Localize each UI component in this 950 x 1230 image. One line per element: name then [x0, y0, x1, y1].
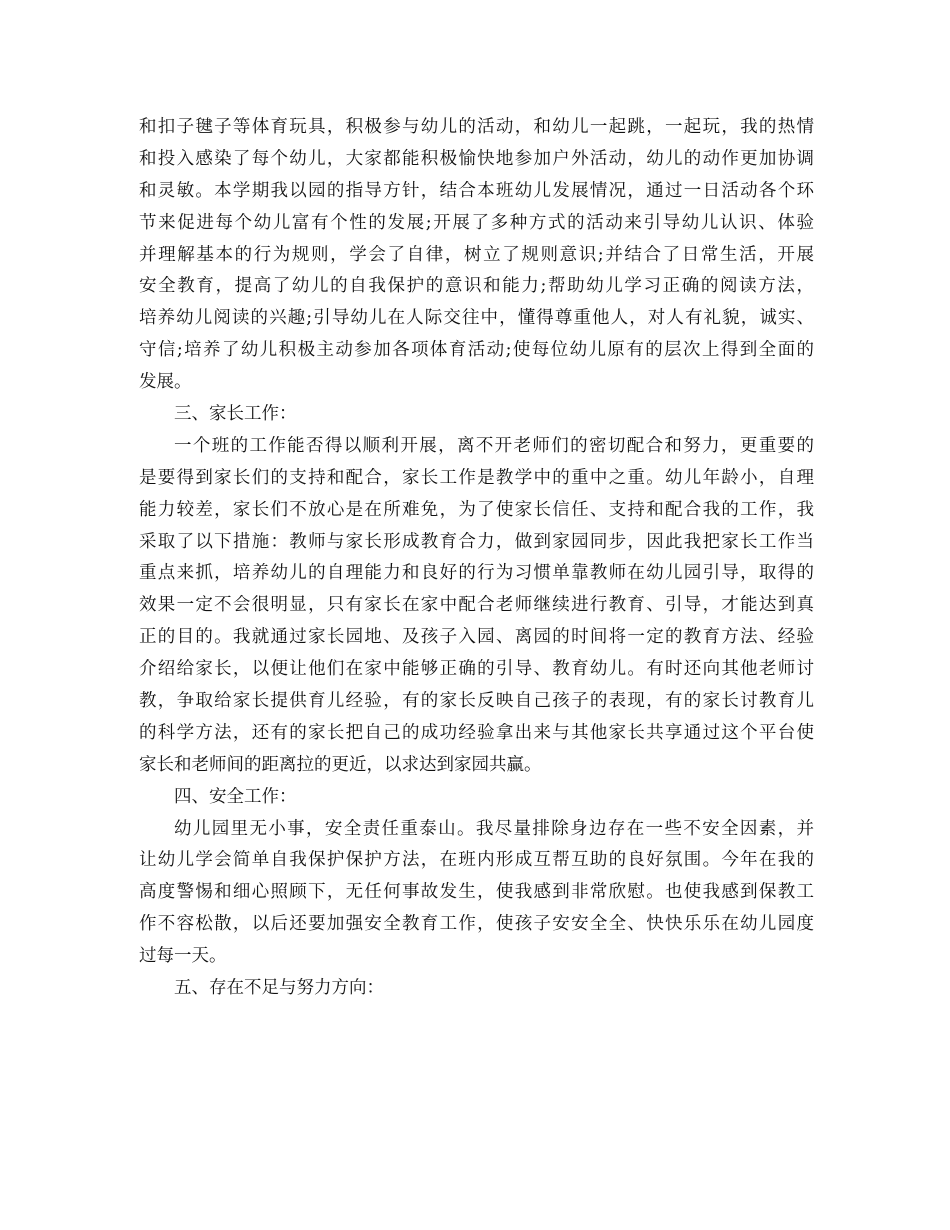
text-line: 一个班的工作能否得以顺利开展，离不开老师们的密切配合和努力，更重要的 [174, 435, 814, 456]
text-line: 和扣子毽子等体育玩具，积极参与幼儿的活动，和幼儿一起跳，一起玩，我的热情 [139, 117, 814, 137]
text-line: 介绍给家长，以便让他们在家中能够正确的引导、教育幼儿。有时还向其他老师讨 [139, 659, 814, 680]
section-heading-shortcomings: 五、存在不足与努力方向： [174, 978, 384, 999]
text-line: 和投入感染了每个幼儿，大家都能积极愉快地参加户外活动，幼儿的动作更加协调 [139, 148, 814, 169]
text-line: 安全教育，提高了幼儿的自我保护的意识和能力;帮助幼儿学习正确的阅读方法， [139, 276, 814, 297]
text-line: 采取了以下措施：教师与家长形成教育合力，做到家园同步，因此我把家长工作当 [139, 531, 814, 552]
text-line: 让幼儿学会简单自我保护保护方法，在班内形成互帮互助的良好氛围。今年在我的 [139, 850, 814, 871]
text-line: 过每一天。 [139, 946, 227, 967]
paragraph-safety-work [139, 814, 814, 973]
section-heading-safety-work: 四、安全工作： [174, 786, 297, 807]
text-line: 作不容松散，以后还要加强安全教育工作，使孩子安安全全、快快乐乐在幼儿园度 [139, 914, 814, 935]
text-line: 重点来抓，培养幼儿的自理能力和良好的行为习惯单靠教师在幼儿园引导，取得的 [139, 563, 814, 584]
text-line: 效果一定不会很明显，只有家长在家中配合老师继续进行教育、引导，才能达到真 [139, 595, 814, 616]
text-line: 教，争取给家长提供育儿经验，有的家长反映自己孩子的表现，有的家长讨教育儿 [139, 691, 814, 712]
paragraph-activities [139, 112, 814, 399]
text-line: 幼儿园里无小事，安全责任重泰山。我尽量排除身边存在一些不安全因素，并 [174, 818, 814, 839]
text-line: 守信;培养了幼儿积极主动参加各项体育活动;使每位幼儿原有的层次上得到全面的 [139, 340, 814, 361]
text-line: 能力较差，家长们不放心是在所难免，为了使家长信任、支持和配合我的工作，我 [139, 499, 814, 520]
document-body [139, 112, 814, 1005]
paragraph-parent-work [139, 431, 814, 782]
text-line: 家长和老师间的距离拉的更近，以求达到家园共赢。 [139, 754, 542, 775]
text-line: 和灵敏。本学期我以园的指导方针，结合本班幼儿发展情况，通过一日活动各个环 [139, 180, 814, 201]
text-line: 的科学方法，还有的家长把自己的成功经验拿出来与其他家长共享通过这个平台使 [139, 722, 814, 743]
text-line: 节来促进每个幼儿富有个性的发展;开展了多种方式的活动来引导幼儿认识、体验 [139, 212, 814, 233]
text-line: 是要得到家长们的支持和配合，家长工作是教学中的重中之重。幼儿年龄小，自理 [139, 467, 814, 488]
section-heading-parent-work: 三、家长工作： [174, 404, 297, 425]
text-line: 发展。 [139, 372, 192, 393]
text-line: 高度警惕和细心照顾下，无任何事故发生，使我感到非常欣慰。也使我感到保教工 [139, 882, 814, 903]
text-line: 培养幼儿阅读的兴趣;引导幼儿在人际交往中，懂得尊重他人，对人有礼貌，诚实、 [139, 308, 814, 329]
text-line: 并理解基本的行为规则，学会了自律，树立了规则意识;并结合了日常生活，开展 [139, 244, 814, 265]
text-line: 正的目的。我就通过家长园地、及孩子入园、离园的时间将一定的教育方法、经验 [139, 627, 814, 648]
